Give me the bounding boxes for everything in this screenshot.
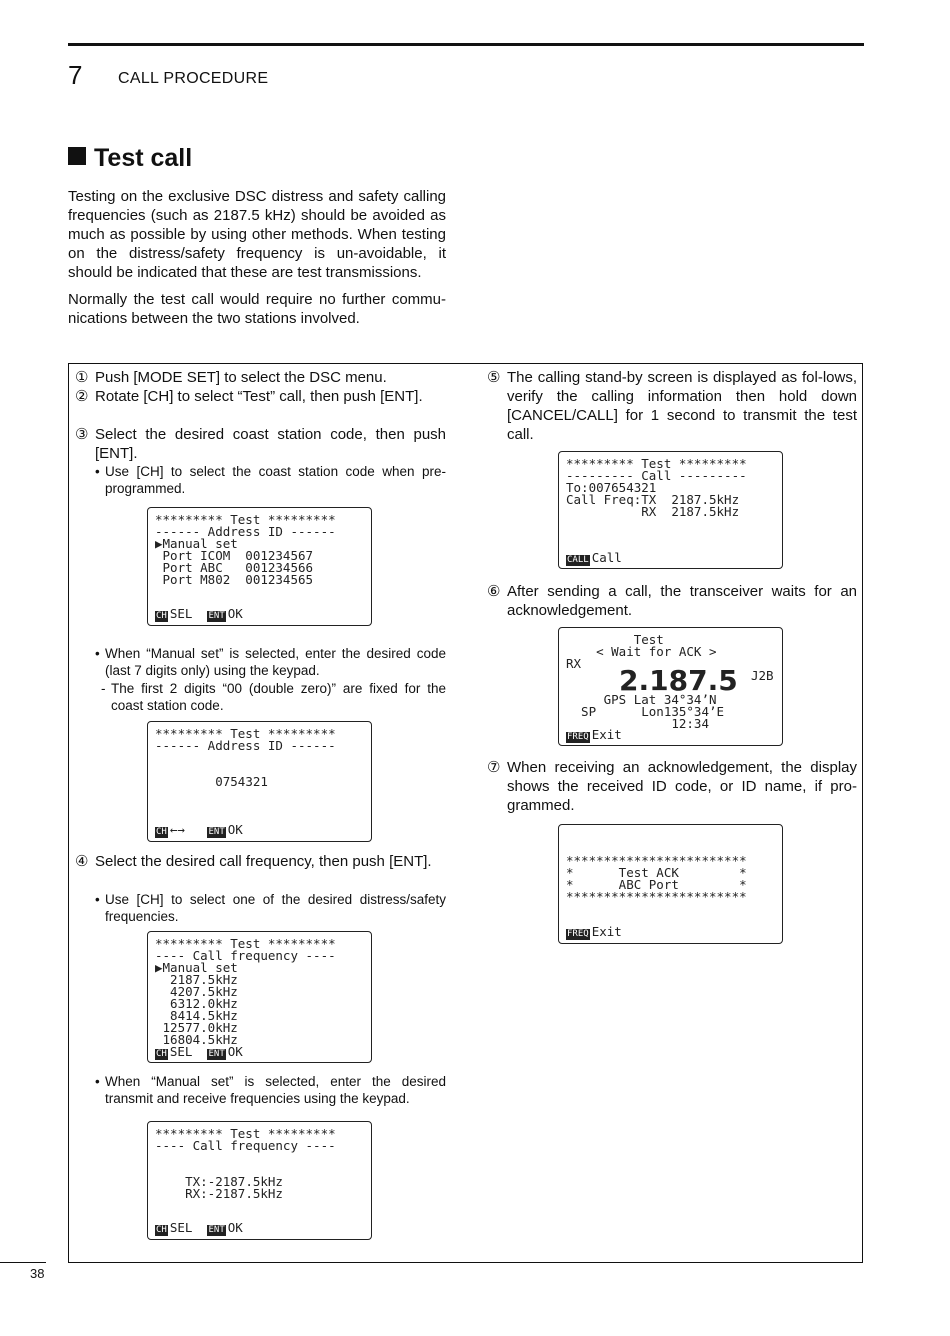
lcd-wait-ack: Test < Wait for ACK > RX 2.187.5 J2B GPS Lat 34°34’N SP Lon135°34’E 12:34 FREQ Exit — [558, 627, 783, 746]
step-7: ⑦ When receiving an acknowledgement, the display shows the received ID code, or ID name, if pro-grammed. — [487, 759, 857, 814]
step-3-note-1: • Use [CH] to select the coast station code when pre-programmed. — [95, 464, 446, 496]
ent-key-icon: ENT — [208, 1049, 225, 1059]
step-1: ① Push [MODE SET] to select the DSC menu. — [75, 369, 387, 386]
step-5: ⑤ The calling stand-by screen is displayed as fol-lows, verify the calling information then hold down [CANCEL/CALL] for 1 second to transmit the test call. — [487, 369, 857, 443]
top-rule — [68, 43, 864, 46]
page-rule — [0, 1262, 46, 1263]
step-4-note-1: • Use [CH] to select one of the desired distress/safety frequencies. — [95, 892, 446, 924]
lcd-call-standby: ********* Test ********* --------- Call --------- To:007654321 Call Freq:TX 2187.5kHz RX 2187.5kHz CALL Call — [558, 451, 783, 569]
chapter-number: 7 — [68, 60, 83, 90]
ent-key-icon: ENT — [208, 827, 225, 837]
ch-key-icon: CH — [156, 611, 167, 621]
step-3-note-3: - The first 2 digits “00 (double zero)” are fixed for the coast station code. — [101, 681, 446, 713]
freq-key-icon: FREQ — [567, 929, 589, 939]
ent-key-icon: ENT — [208, 611, 225, 621]
ch-key-icon: CH — [156, 1225, 167, 1235]
call-key-icon: CALL — [567, 555, 589, 565]
step-3: ③ Select the desired coast station code, then push [ENT]. — [75, 426, 446, 462]
step-3-note-2: • When “Manual set” is selected, enter the desired code (last 7 digits only) using the keypad. — [95, 646, 446, 678]
blinking-cursor-icon: - — [207, 1174, 216, 1189]
intro-paragraph: Testing on the exclusive DSC distress and safety calling frequencies (such as 2187.5 kHz) should be avoided as much as possible by using other methods. When testing on the distress/safety frequency is un-avoidable, it should be indicated that these are test transmissions. — [68, 188, 446, 281]
ch-key-icon: CH — [156, 827, 167, 837]
ent-key-icon: ENT — [208, 1225, 225, 1235]
blinking-cursor-icon: 7 — [222, 774, 231, 789]
lcd-ack-received: ************************ * Test ACK * * ABC Port * ************************ FREQ Exit — [558, 824, 783, 944]
page-number: 38 — [30, 1266, 45, 1281]
section-title — [68, 144, 192, 173]
step-2: ② Rotate [CH] to select “Test” call, then push [ENT]. — [75, 388, 423, 405]
square-bullet-icon — [68, 147, 86, 165]
step-6: ⑥ After sending a call, the transceiver waits for an acknowledgement. — [487, 583, 857, 619]
ch-key-icon: CH — [156, 1049, 167, 1059]
lcd-address-entry: ********* Test ********* ------ Address ID ------ 0754321 CH ←→ ENT OK — [147, 721, 372, 842]
section-title-text: Test call — [94, 144, 193, 172]
intro-paragraph: Normally the test call would require no further commu-nications between the two stations involved. — [68, 291, 446, 327]
freq-key-icon: FREQ — [567, 732, 589, 742]
step-4-note-2: • When “Manual set” is selected, enter the desired transmit and receive frequencies using the keypad. — [95, 1074, 446, 1106]
lcd-frequency-list: ********* Test ********* ---- Call frequency ---- ▶Manual set 2187.5kHz 4207.5kHz 6312.0kHz 8414.5kHz 12577.0kHz 16804.5kHz CH SEL ENT OK — [147, 931, 372, 1063]
step-4: ④ Select the desired call frequency, then push [ENT]. — [75, 853, 432, 870]
frequency-readout: 2.187.5 — [619, 664, 738, 697]
lcd-address-list: ********* Test ********* ------ Address ID ------ ▶Manual set Port ICOM 001234567 Port ABC 001234566 Port M802 001234565 CH SEL ENT OK — [147, 507, 372, 626]
chapter-title: CALL PROCEDURE — [118, 70, 269, 87]
intro-text — [68, 187, 446, 336]
lcd-frequency-entry: ********* Test ********* ---- Call frequency ---- TX:-2187.5kHz RX:-2187.5kHz CH SEL ENT OK — [147, 1121, 372, 1240]
